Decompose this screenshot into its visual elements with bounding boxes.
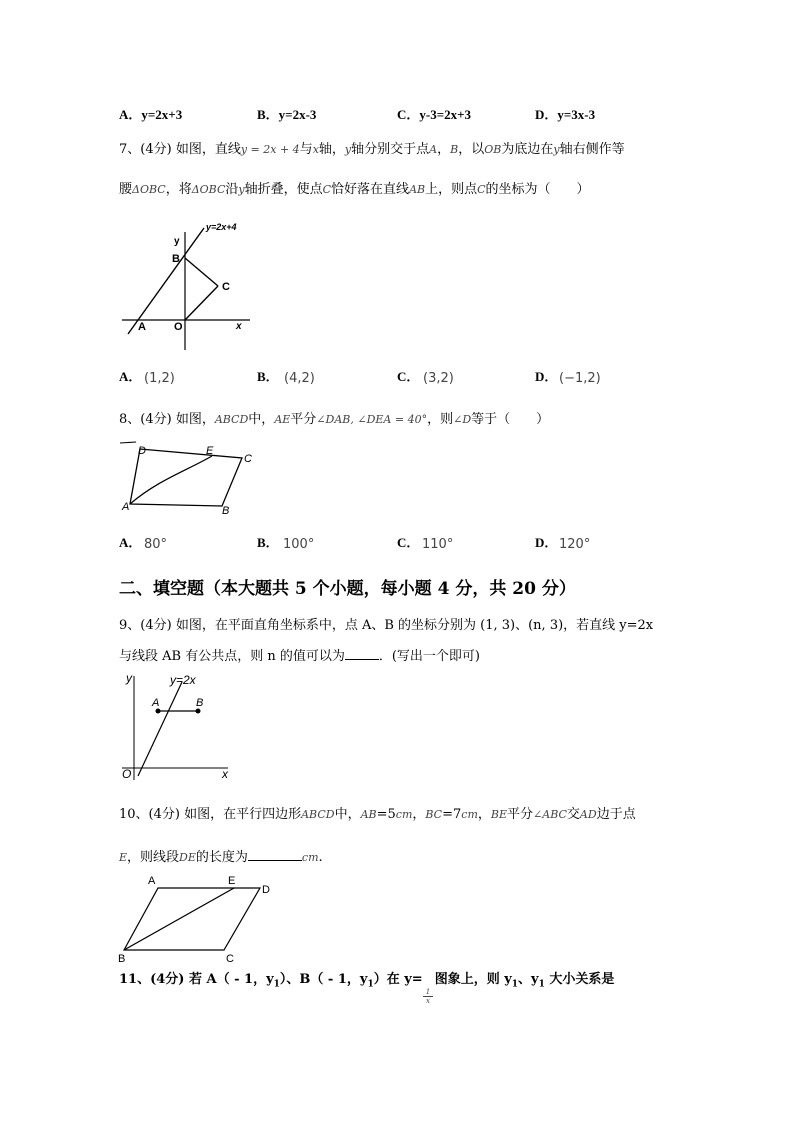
q8-option-c: C．	[397, 535, 420, 550]
q8-option-b: B．	[257, 535, 279, 550]
q7-segment-co	[185, 286, 218, 320]
q8-parallelogram	[130, 449, 242, 506]
q9-label-a: A	[152, 697, 160, 709]
section-title: 二、填空题（本大题共 5 个小题，每小题 4 分，共 20 分）	[119, 579, 576, 599]
q7-line	[128, 228, 204, 334]
q8-label-e: E	[206, 445, 214, 457]
q10-stem-line1: 10、(4分) 如图，在平行四边形ABCD中，AB=5cm，BC=7cm，BE平分∠ABC交AD边于点	[119, 807, 636, 822]
q10-label-e: E	[228, 875, 236, 887]
q7-label-x: x	[236, 321, 242, 332]
q6-option-d: D．y=3x-3	[535, 107, 596, 122]
q8-stem: 8、(4分) 如图，ABCD中，AE平分∠DAB, ∠DEA = 40°，则∠D等于（ ）	[119, 412, 550, 427]
q9-label-b: B	[196, 697, 204, 709]
q7-label-b: B	[172, 253, 180, 265]
q9-label-y: y	[126, 671, 132, 685]
q7-label-a: A	[138, 321, 146, 333]
q9-stem-line2: 与线段 AB 有公共点，则 n 的值可以为 ．(写出一个即可)	[119, 649, 480, 664]
q10-label-c: C	[226, 953, 234, 964]
q7-figure	[118, 216, 258, 356]
q9-label-x: x	[222, 767, 228, 781]
q8-label-c: C	[244, 453, 252, 465]
q11-fraction: 1 x	[423, 988, 433, 1005]
q9-label-o: O	[122, 767, 132, 781]
q9-line	[138, 682, 182, 776]
q7-option-b: B．	[257, 369, 279, 384]
q10-label-d: D	[262, 884, 270, 896]
q9-figure	[118, 668, 238, 783]
q8-label-b: B	[222, 505, 230, 517]
q7-option-c-value: (3,2)	[423, 371, 454, 386]
q6-option-a: A．y=2x+3	[119, 107, 183, 122]
q11-stem: 11、(4分) 若 A（ - 1，$y_1$）、B（ - 1，$y_1$）在 y= 图象上，则 $y_1$、$y_1$ 大小关系是	[119, 972, 615, 990]
q10-label-b: B	[118, 953, 126, 964]
q8-option-a: A．	[119, 535, 142, 550]
q7-option-d-value: (−1,2)	[559, 371, 601, 386]
q9-point-a	[156, 709, 161, 714]
q7-stem-line2: 腰ΔOBC，将ΔOBC沿y轴折叠，使点C恰好落在直线AB上，则点C的坐标为（ ）	[119, 182, 590, 197]
q8-label-a: A	[122, 501, 130, 513]
q7-line-label: y=2x+4	[206, 222, 237, 232]
q10-stem-line2: E，则线段DE的长度为 cm.	[119, 850, 323, 865]
q7-label-c: C	[222, 281, 230, 293]
q8-segment-ae	[130, 456, 212, 504]
q10-parallelogram	[124, 888, 260, 950]
q7-segment-bc	[185, 258, 218, 286]
q6-option-b: B．y=2x-3	[257, 107, 317, 122]
q9-stem-line1: 9、(4分) 如图，在平面直角坐标系中，点 A、B 的坐标分别为 (1, 3)、(n, 3)，若直线 y=2x	[119, 618, 654, 633]
q9-line-label: y=2x	[170, 673, 196, 687]
q10-figure	[118, 874, 278, 964]
q10-answer-blank[interactable]	[248, 860, 302, 861]
q8-label-d: D	[138, 445, 146, 457]
q8-figure	[118, 440, 268, 520]
q7-option-d: D．	[535, 369, 558, 384]
q7-label-y: y	[174, 236, 180, 247]
q7-option-a-value: (1,2)	[144, 371, 175, 386]
q6-option-c: C．y-3=2x+3	[397, 107, 472, 122]
q8-option-d: D．	[535, 535, 558, 550]
q8-option-a-value: 80°	[144, 537, 168, 552]
q8-option-c-value: 110°	[422, 537, 454, 552]
q8-option-b-value: 100°	[283, 537, 315, 552]
q7-stem-line1: 7、(4分) 如图，直线y = 2x + 4与x轴，y轴分别交于点A，B，以OB为底边在y轴右侧作等	[119, 142, 625, 157]
q8-option-d-value: 120°	[559, 537, 591, 552]
q10-label-a: A	[148, 875, 156, 887]
q9-answer-blank[interactable]	[345, 659, 379, 660]
q7-option-b-value: (4,2)	[284, 371, 315, 386]
q7-option-a: A．	[119, 369, 142, 384]
q9-point-b	[196, 709, 201, 714]
q7-option-c: C．	[397, 369, 420, 384]
q7-label-o: O	[174, 321, 183, 333]
